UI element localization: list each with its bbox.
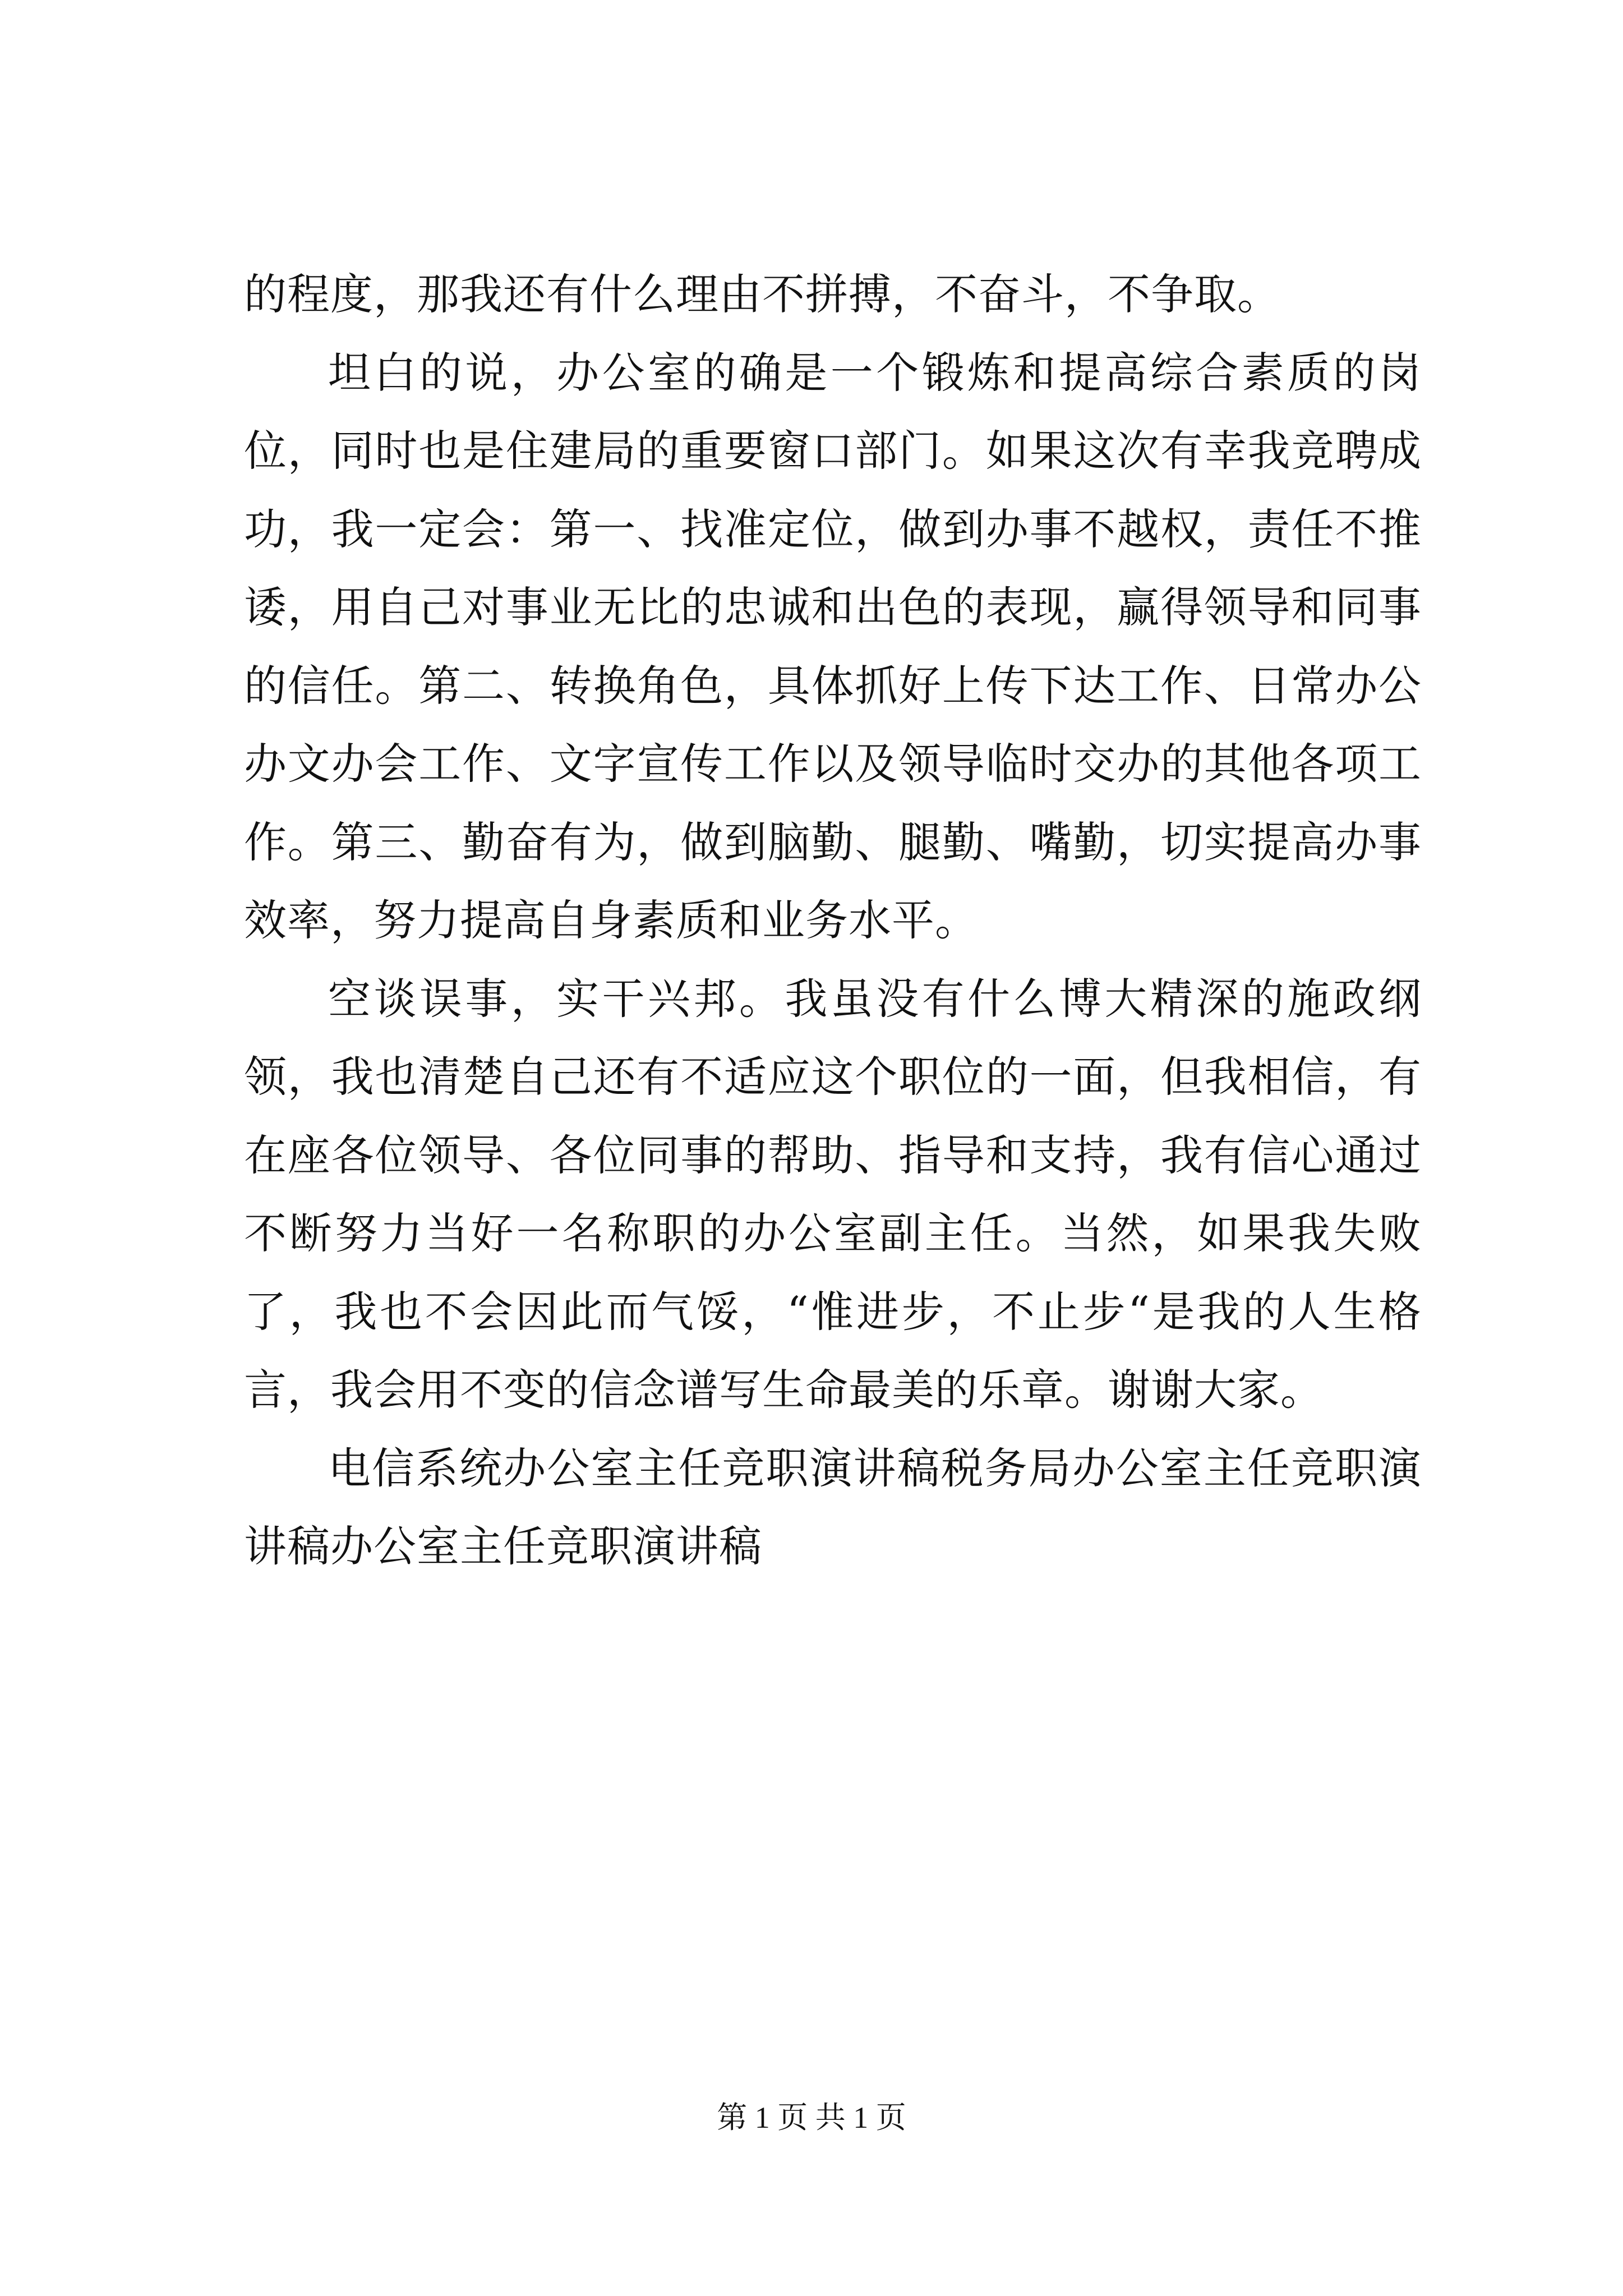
- paragraph-1: 的程度，那我还有什么理由不拼搏，不奋斗，不争取。: [244, 269, 1280, 319]
- paragraph-3: 空谈误事，实干兴邦。我虽没有什么博大精深的施政纲领，我也清楚自己还有不适应这个职位的一面，但我相信，有在座各位领导、各位同事的帮助、指导和支持，我有信心通过不断努力当好一名称职的办公室副主任。当然，如果我失败了，我也不会因此而气馁，“惟进步，不止步“是我的人生格言，我会用不变的信念谱写生命最美的乐章。谢谢大家。: [244, 973, 1422, 1415]
- paragraph-4: 电信系统办公室主任竞职演讲稿税务局办公室主任竞职演讲稿办公室主任竞职演讲稿: [244, 1443, 1422, 1571]
- document-body: [244, 255, 1422, 1586]
- page-footer: 第 1 页 共 1 页: [717, 2101, 906, 2134]
- paragraph-2: 坦白的说，办公室的确是一个锻炼和提高综合素质的岗位，同时也是住建局的重要窗口部门。如果这次有幸我竞聘成功，我一定会：第一、找准定位，做到办事不越权，责任不推诿，用自己对事业无比的忠诚和出色的表现，赢得领导和同事的信任。第二、转换角色，具体抓好上传下达工作、日常办公办文办会工作、文字宣传工作以及领导临时交办的其他各项工作。第三、勤奋有为，做到脑勤、腿勤、嘴勤，切实提高办事效率，努力提高自身素质和业务水平。: [244, 347, 1422, 945]
